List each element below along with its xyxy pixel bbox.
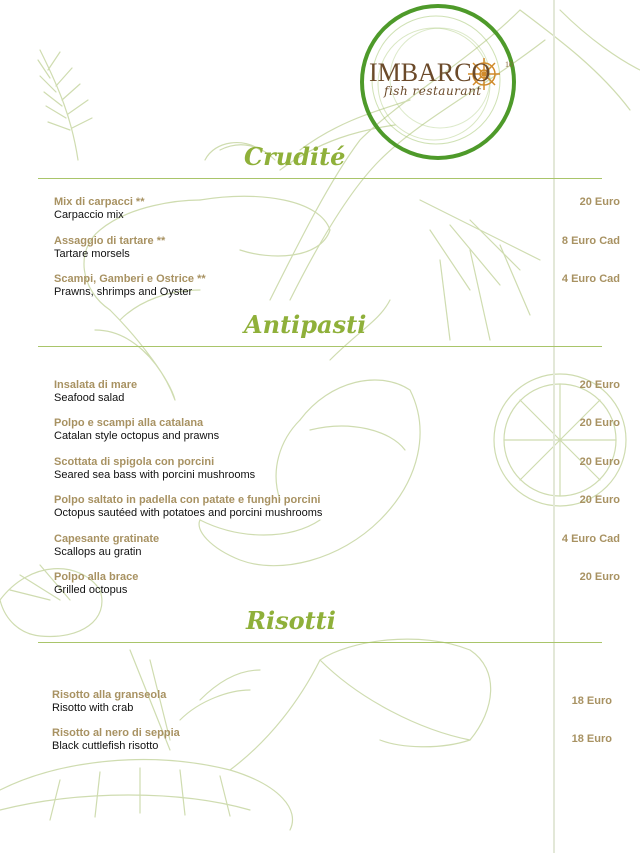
- item-name: Assaggio di tartare **: [54, 235, 166, 247]
- item-price: 8 Euro Cad: [561, 235, 620, 247]
- item-name: Polpo alla brace: [54, 571, 139, 583]
- logo-superscript: 10: [505, 60, 513, 69]
- item-price: 20 Euro: [579, 379, 620, 391]
- menu-item: [54, 456, 534, 482]
- menu-item: [54, 196, 534, 222]
- logo-tagline: fish restaurant: [384, 84, 482, 98]
- section-title-crudite: Crudité: [244, 142, 346, 171]
- section-rule: [38, 178, 602, 179]
- item-name: Risotto alla granseola: [52, 689, 167, 701]
- item-name: Scottata di spigola con porcini: [54, 456, 215, 468]
- item-price: 20 Euro: [579, 456, 620, 468]
- menu-item: [52, 689, 532, 715]
- logo-name: IMBARCO: [369, 58, 491, 87]
- item-description: Catalan style octopus and prawns: [54, 430, 220, 442]
- item-price: 20 Euro: [579, 571, 620, 583]
- item-name: Polpo saltato in padella con patate e funghi porcini: [54, 494, 321, 506]
- item-description: Seafood salad: [54, 392, 125, 404]
- item-price: 20 Euro: [579, 196, 620, 208]
- menu-item: [54, 417, 534, 443]
- section-rule: [38, 346, 602, 347]
- item-description: Prawns, shrimps and Oyster: [54, 286, 193, 298]
- item-price: 18 Euro: [571, 695, 612, 707]
- item-description: Tartare morsels: [54, 248, 130, 260]
- item-price: 20 Euro: [579, 417, 620, 429]
- item-price: 18 Euro: [571, 733, 612, 745]
- item-name: Insalata di mare: [54, 379, 138, 391]
- item-description: Carpaccio mix: [54, 209, 124, 221]
- item-price: 4 Euro Cad: [561, 533, 620, 545]
- menu-item: [54, 273, 534, 299]
- item-name: Risotto al nero di seppia: [52, 727, 180, 739]
- item-name: Polpo e scampi alla catalana: [54, 417, 204, 429]
- item-description: Risotto with crab: [52, 702, 134, 714]
- item-price: 4 Euro Cad: [561, 273, 620, 285]
- section-title-antipasti: Antipasti: [244, 310, 367, 339]
- item-price: 20 Euro: [579, 494, 620, 506]
- menu-item: [54, 571, 534, 597]
- rosemary-sprig-icon: [38, 50, 92, 160]
- item-description: Black cuttlefish risotto: [52, 740, 159, 752]
- menu-item: [54, 494, 534, 520]
- menu-item: [54, 235, 534, 261]
- menu-item: [54, 533, 534, 559]
- menu-item: [52, 727, 532, 753]
- vertical-divider: [553, 0, 555, 853]
- item-description: Octopus sautéed with potatoes and porcini mushrooms: [54, 507, 323, 519]
- item-description: Scallops au gratin: [54, 546, 142, 558]
- menu-item: [54, 379, 534, 405]
- item-description: Grilled octopus: [54, 584, 128, 596]
- item-name: Scampi, Gamberi e Ostrice **: [54, 273, 206, 285]
- item-description: Seared sea bass with porcini mushrooms: [54, 469, 256, 481]
- item-name: Capesante gratinate: [54, 533, 160, 545]
- section-rule: [38, 642, 602, 643]
- section-title-risotti: Risotti: [246, 606, 336, 635]
- item-name: Mix di carpacci **: [54, 196, 145, 208]
